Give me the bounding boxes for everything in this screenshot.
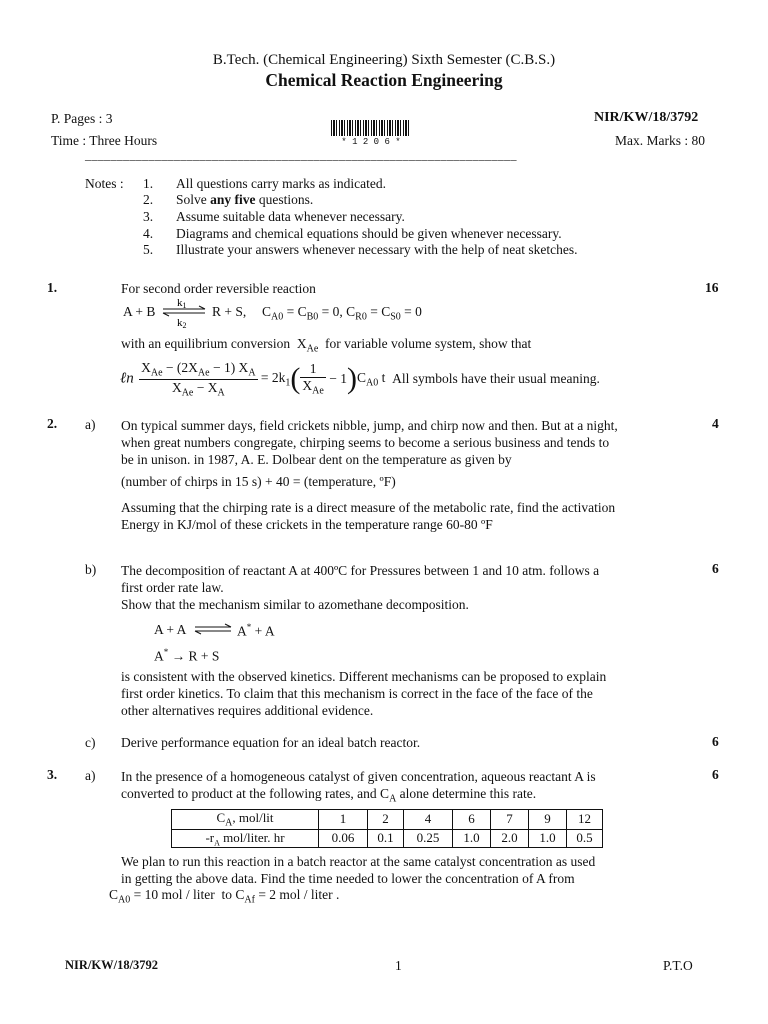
table-cell: 12: [567, 810, 603, 830]
k2-label: k2: [177, 317, 187, 330]
q2c-text: Derive performance equation for an ideal batch reactor.: [121, 735, 421, 750]
q1-equation: ℓn $\frac{X_{Ae} - (2X_{Ae} - 1) X_A}{X_{Ae} - X_A}$ = $2k_1$( $\frac{1}{X_{Ae}}$ − $1)C_{A0}$ t All symbols have their usual meaning.: [120, 360, 600, 399]
table-cell: 1.0: [453, 829, 491, 848]
table-cell: 4: [404, 810, 453, 830]
q1-products: R + S,: [212, 304, 247, 319]
q2b-eq1-left: A + A: [154, 622, 187, 637]
paper-code: NIR/KW/18/3792: [594, 110, 699, 125]
page-count: P. Pages : 3: [51, 111, 113, 126]
q2b-label: b): [85, 562, 97, 577]
table-cell: 7: [491, 810, 529, 830]
subject-title: Chemical Reaction Engineering: [265, 70, 503, 90]
table-cell: 0.5: [567, 829, 603, 848]
max-marks: Max. Marks : 80: [615, 133, 705, 148]
table-header-cell: $-r_A$ mol/liter. hr: [172, 829, 319, 848]
k1-label: k1: [177, 297, 187, 310]
note-text: All questions carry marks as indicated.: [176, 176, 386, 191]
note-text: Illustrate your answers whenever necessary with the help of neat sketches.: [176, 242, 578, 257]
question-number: 3.: [47, 767, 58, 782]
question-number: 1.: [47, 280, 58, 295]
barcode-number: * 1 2 0 6 *: [341, 137, 401, 147]
q3a-text-2: We plan to run this reaction in a batch reactor at the same catalyst concentration as used in getting the above data. Find the time needed to lower the concentration of A from: [121, 854, 596, 886]
table-cell: 0.1: [368, 829, 404, 848]
q3a-concentrations: $C_{A0} = 10$ mol / liter to $C_{Af} = 2$ mol / liter .: [109, 887, 340, 906]
table-cell: 6: [453, 810, 491, 830]
footer-code: NIR/KW/18/3792: [65, 958, 159, 972]
q2a-marks: 4: [712, 416, 719, 431]
separator-rule: ____________________________________________________________________: [85, 148, 517, 162]
q2c-label: c): [85, 735, 96, 750]
barcode: [331, 120, 411, 136]
q2a-text: On typical summer days, field crickets nibble, jump, and chirp now and then. But at a night, when great numbers congregate, chirping seems to become a serious business and tends to be in unison. in 1987, A. E. Dolbear dent on the temperature as given by: [121, 418, 618, 467]
q3a-label: a): [85, 768, 96, 783]
table-cell: 9: [529, 810, 567, 830]
q2b-text: The decomposition of reactant A at 400ºC for Pressures between 1 and 10 atm. follows a first order rate law. Show that the mechanism similar to azomethane decomposition.: [121, 563, 600, 612]
note-number: 5.: [143, 242, 154, 257]
q1-reactants: A + B: [123, 304, 156, 319]
table-row: [172, 810, 603, 830]
equilibrium-arrow: [193, 620, 235, 638]
q1-intro: For second order reversible reaction: [121, 281, 316, 296]
table-row: [172, 829, 603, 848]
table-cell: 2.0: [491, 829, 529, 848]
notes-label: Notes :: [85, 176, 124, 191]
q3a-marks: 6: [712, 767, 719, 782]
q2b-eq1-right: A* + A: [237, 622, 275, 639]
q1-conversion-text: with an equilibrium conversion $X_{Ae}$ for variable volume system, show that: [121, 336, 532, 355]
rate-data-table: [171, 809, 603, 848]
note-number: 4.: [143, 226, 154, 241]
q2a-label: a): [85, 417, 96, 432]
table-cell: 1.0: [529, 829, 567, 848]
note-text: Solve any five questions.: [176, 192, 314, 207]
reversible-arrow: [161, 296, 209, 330]
q2a-text-2: Assuming that the chirping rate is a direct measure of the metabolic rate, find the activation Energy in KJ/mol of these crickets in the temperature range 60-80 ºF: [121, 500, 616, 532]
question-number: 2.: [47, 416, 58, 431]
q2b-marks: 6: [712, 561, 719, 576]
note-number: 3.: [143, 209, 154, 224]
q2c-marks: 6: [712, 734, 719, 749]
time-allowed: Time : Three Hours: [51, 133, 158, 148]
q1-initial-conditions: $C_{A0} = C_{B0} = 0$, $C_{R0} = C_{S0} = 0$: [262, 304, 422, 323]
table-cell: 0.25: [404, 829, 453, 848]
note-text: Diagrams and chemical equations should be given whenever necessary.: [176, 226, 562, 241]
q3a-text: In the presence of a homogeneous catalyst of given concentration, aqueous reactant A is converted to product at the following rates, and $C_A$ alone determine this rate.: [121, 769, 596, 805]
q2b-text-2: is consistent with the observed kinetics. Different mechanisms can be proposed to explain first order kinetics. To claim that this mechanism is correct in the face of the face of the other alternatives requires additional evidence.: [121, 669, 607, 718]
q2a-formula: (number of chirps in 15 s) + 40 = (temperature, ºF): [121, 474, 396, 489]
q2b-eq2: A* → R + S: [154, 647, 220, 664]
course-title: B.Tech. (Chemical Engineering) Sixth Semester (C.B.S.): [212, 52, 556, 68]
q1-marks: 16: [705, 280, 719, 295]
table-header-cell: $C_A$, mol/lit: [172, 810, 319, 830]
note-number: 2.: [143, 192, 154, 207]
page-number: 1: [395, 958, 402, 973]
table-cell: 1: [319, 810, 368, 830]
table-cell: 2: [368, 810, 404, 830]
pto-label: P.T.O: [663, 958, 693, 973]
table-cell: 0.06: [319, 829, 368, 848]
note-text: Assume suitable data whenever necessary.: [176, 209, 405, 224]
note-number: 1.: [143, 176, 154, 191]
